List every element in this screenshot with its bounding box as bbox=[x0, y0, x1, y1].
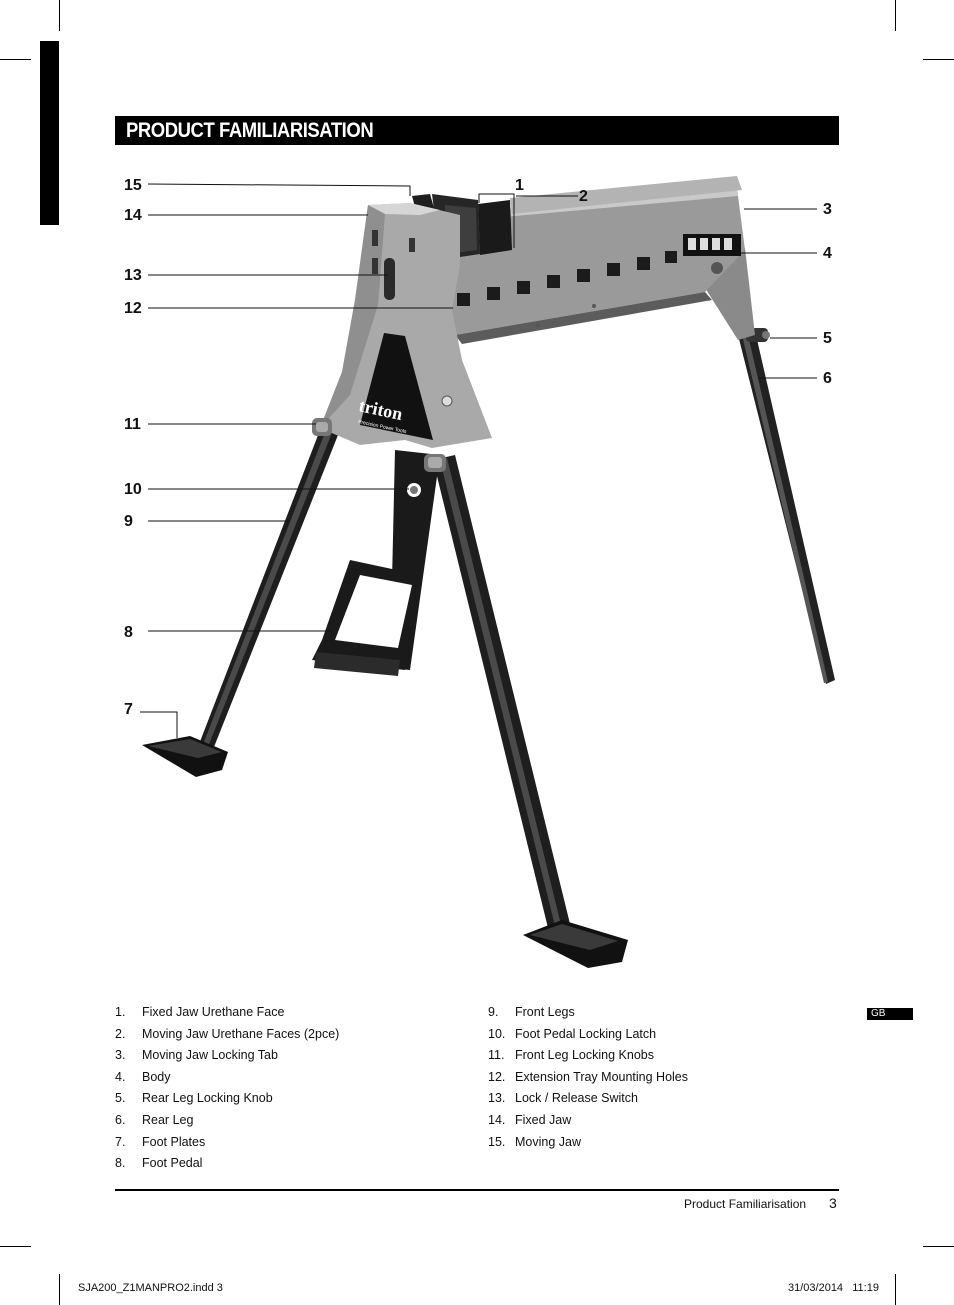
triton-logo: triton bbox=[357, 395, 405, 425]
list-item: 5. Rear Leg Locking Knob bbox=[115, 1091, 273, 1106]
list-item: 10. Foot Pedal Locking Latch bbox=[488, 1026, 657, 1041]
list-item: 13. Lock / Release Switch bbox=[488, 1091, 638, 1106]
list-item: 11. Front Leg Locking Knobs bbox=[488, 1048, 654, 1063]
callout-2: 2 bbox=[579, 188, 588, 205]
callout-4: 4 bbox=[823, 245, 832, 262]
callout-3: 3 bbox=[823, 201, 832, 218]
page-title: PRODUCT FAMILIARISATION bbox=[126, 119, 374, 142]
callout-1: 1 bbox=[515, 177, 524, 194]
list-item: 2. Moving Jaw Urethane Faces (2pce) bbox=[115, 1026, 340, 1041]
callout-15: 15 bbox=[124, 177, 142, 194]
parts-list-left bbox=[115, 1002, 339, 1175]
crop-mark bbox=[0, 1246, 31, 1247]
list-item: 15. Moving Jaw bbox=[488, 1134, 581, 1149]
list-item: 7. Foot Plates bbox=[115, 1134, 206, 1149]
crop-mark bbox=[923, 1246, 954, 1247]
crop-mark bbox=[895, 1274, 896, 1305]
footer-section-title: Product Familiarisation bbox=[684, 1197, 807, 1211]
callout-11: 11 bbox=[124, 416, 141, 433]
page-number: 3 bbox=[829, 1195, 837, 1211]
callout-10: 10 bbox=[124, 481, 142, 498]
front-leg-locking-knob-right bbox=[424, 454, 446, 472]
crop-mark bbox=[59, 1274, 60, 1305]
callout-6: 6 bbox=[823, 370, 832, 387]
callout-8: 8 bbox=[124, 624, 133, 641]
list-item: 4. Body bbox=[115, 1069, 171, 1084]
list-item: 1. Fixed Jaw Urethane Face bbox=[115, 1005, 285, 1019]
footer-divider bbox=[115, 1189, 839, 1191]
list-item: 14. Fixed Jaw bbox=[488, 1112, 572, 1127]
list-item: 6. Rear Leg bbox=[115, 1112, 194, 1127]
callout-14: 14 bbox=[124, 207, 142, 224]
callout-13: 13 bbox=[124, 267, 142, 284]
callout-7: 7 bbox=[124, 701, 133, 718]
parts-list-right bbox=[488, 1002, 688, 1153]
language-tab: GB bbox=[867, 1008, 913, 1020]
front-leg-locking-knob-left bbox=[312, 418, 332, 436]
foot-pedal bbox=[312, 450, 440, 676]
triton-tagline: Precision Power Tools bbox=[357, 419, 407, 436]
print-slug-file: SJA200_Z1MANPRO2.indd 3 bbox=[78, 1282, 223, 1294]
print-slug-date: 31/03/2014 11:19 bbox=[788, 1282, 879, 1294]
list-item: 9. Front Legs bbox=[488, 1005, 575, 1019]
callout-9: 9 bbox=[124, 513, 133, 530]
list-item: 3. Moving Jaw Locking Tab bbox=[115, 1048, 278, 1063]
list-item: 8. Foot Pedal bbox=[115, 1156, 203, 1171]
callout-12: 12 bbox=[124, 300, 142, 317]
list-item: 12. Extension Tray Mounting Holes bbox=[488, 1069, 689, 1084]
callout-5: 5 bbox=[823, 330, 832, 347]
